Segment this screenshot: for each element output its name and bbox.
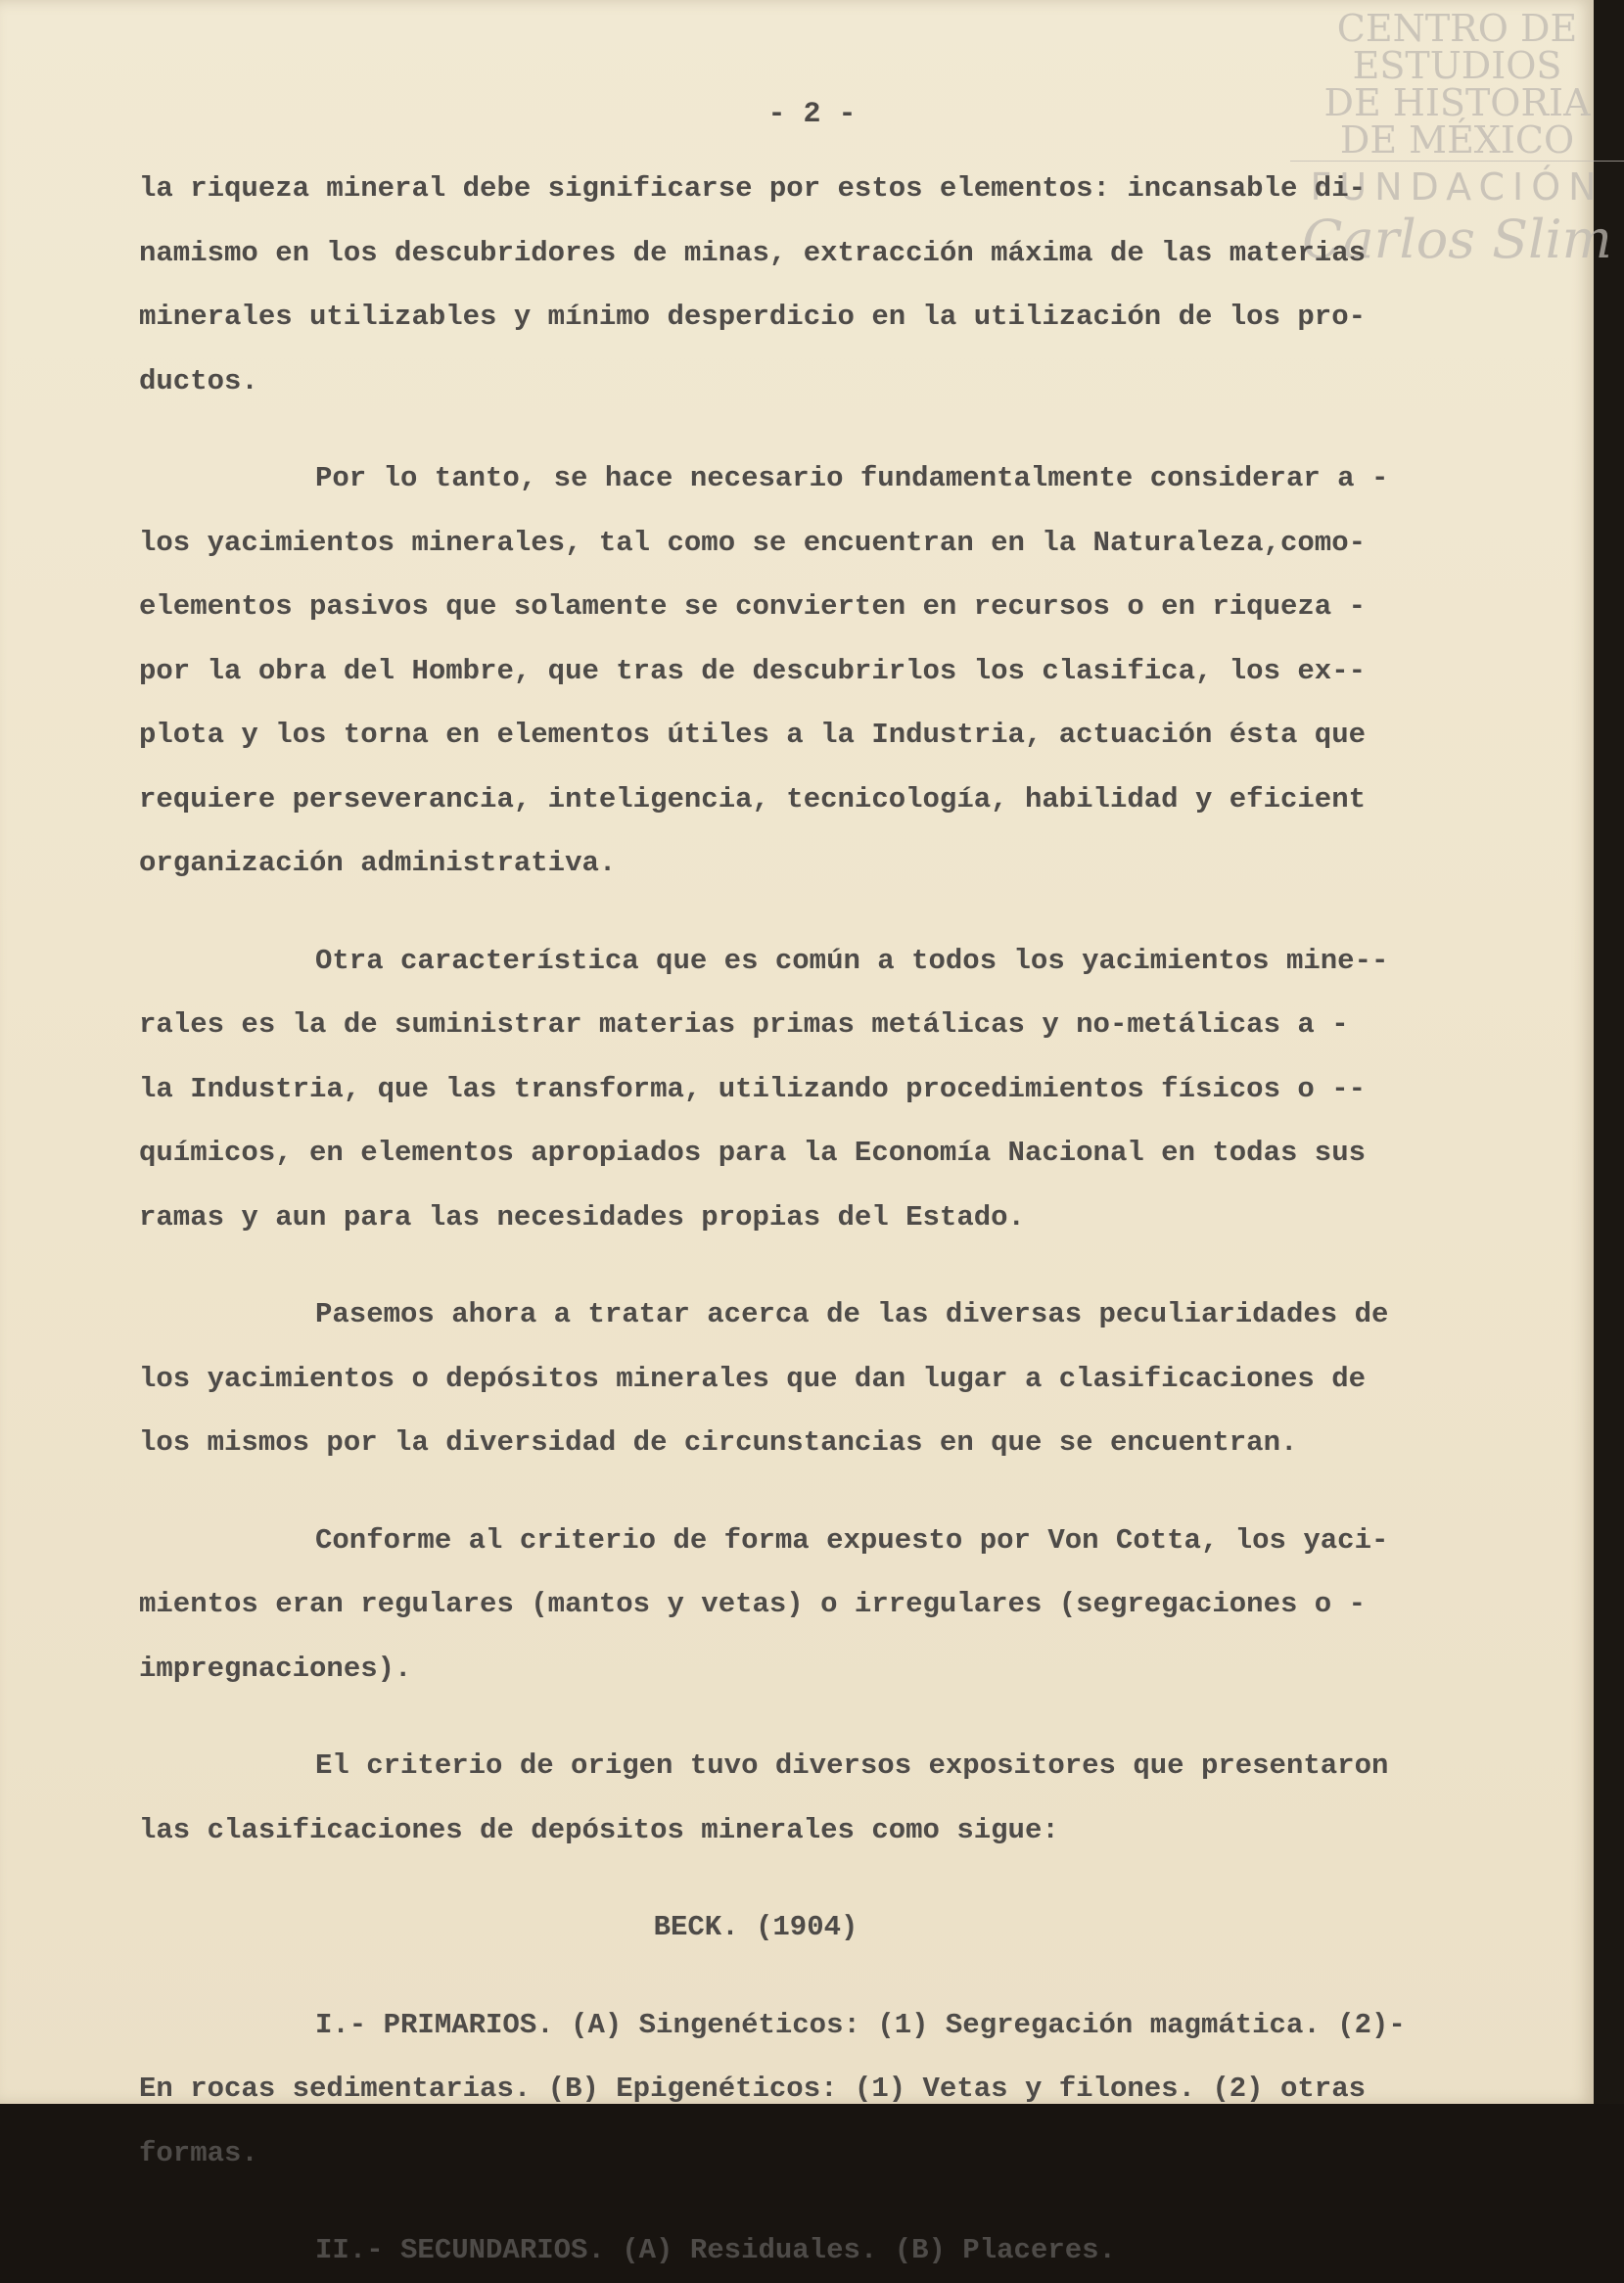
- watermark-line: DE MÉXICO: [1339, 118, 1575, 162]
- text-line: los yacimientos o depósitos minerales que dan lugar a clasificaciones de: [139, 1362, 1367, 1395]
- watermark-foundation: FUNDACIÓN: [1310, 165, 1604, 209]
- document-body: [139, 157, 1529, 2283]
- spacer: [139, 1701, 1529, 1734]
- text-line: minerales utilizables y mínimo desperdicio en la utilización de los pro-: [139, 301, 1367, 333]
- text-line: elementos pasivos que solamente se convierten en recursos o en riqueza -: [139, 590, 1367, 623]
- text-line: I.- PRIMARIOS. (A) Singenéticos: (1) Segregación magmática. (2)-: [315, 2008, 1406, 2041]
- text-line: El criterio de origen tuvo diversos expositores que presentaron: [315, 1749, 1389, 1782]
- text-line: plota y los torna en elementos útiles a la Industria, actuación ésta que: [139, 719, 1367, 751]
- spacer: [139, 1862, 1529, 1895]
- text-line: las clasificaciones de depósitos minerales como sigue:: [139, 1813, 1059, 1846]
- heading-text: BECK. (1904): [653, 1911, 858, 1943]
- text-line: impregnaciones).: [139, 1652, 412, 1685]
- spacer: [139, 1249, 1529, 1282]
- paragraphs: [139, 157, 1529, 1895]
- text-line: organización administrativa.: [139, 847, 617, 879]
- text-line: Otra característica que es común a todos los yacimientos mine--: [315, 944, 1389, 977]
- text-line: Por lo tanto, se hace necesario fundamentalmente considerar a -: [315, 462, 1389, 494]
- watermark-signature: Carlos Slim: [1302, 209, 1612, 270]
- text-line: II.- SECUNDARIOS. (A) Residuales. (B) Placeres.: [315, 2234, 1116, 2266]
- spacer: [139, 1960, 1529, 1993]
- watermark-line: CENTRO DE: [1336, 7, 1578, 50]
- watermark-line: ESTUDIOS: [1352, 44, 1562, 87]
- paragraph: [139, 157, 1529, 413]
- text-line: ductos.: [139, 364, 258, 397]
- text-line: Pasemos ahora a tratar acerca de las diversas peculiaridades de: [315, 1298, 1389, 1330]
- paragraph: [139, 446, 1529, 896]
- paragraph: [139, 1509, 1529, 1701]
- text-line: los yacimientos minerales, tal como se encuentran en la Naturaleza,como-: [139, 526, 1367, 559]
- paragraph: [139, 929, 1529, 1250]
- classification-item: [139, 2218, 1529, 2283]
- spacer: [139, 413, 1529, 446]
- spacer: [139, 896, 1529, 929]
- spacer: [139, 1475, 1529, 1509]
- watermark-line: DE HISTORIA: [1323, 81, 1591, 124]
- text-line: formas.: [139, 2136, 258, 2169]
- text-line: por la obra del Hombre, que tras de descubrirlos los clasifica, los ex--: [139, 654, 1367, 687]
- classification-heading: [139, 1895, 1529, 1960]
- classification-item: [139, 1993, 1529, 2186]
- paragraph: [139, 1282, 1529, 1475]
- page-number: - 2 -: [767, 98, 857, 131]
- text-line: requiere perseverancia, inteligencia, tecnicología, habilidad y eficient: [139, 782, 1367, 815]
- spacer: [139, 2185, 1529, 2218]
- text-line: la Industria, que las transforma, utilizando procedimientos físicos o --: [139, 1072, 1367, 1105]
- text-line: químicos, en elementos apropiados para la Economía Nacional en todas sus: [139, 1137, 1367, 1169]
- text-line: mientos eran regulares (mantos y vetas) o irregulares (segregaciones o -: [139, 1588, 1367, 1620]
- text-line: la riqueza mineral debe significarse por estos elementos: incansable di-: [139, 172, 1367, 205]
- text-line: Conforme al criterio de forma expuesto por Von Cotta, los yaci-: [315, 1523, 1389, 1557]
- paragraph: [139, 1734, 1529, 1862]
- classification-list: [139, 1993, 1529, 2283]
- text-line: namismo en los descubridores de minas, extracción máxima de las materias: [139, 236, 1367, 269]
- text-line: ramas y aun para las necesidades propias del Estado.: [139, 1200, 1025, 1234]
- text-line: los mismos por la diversidad de circunstancias en que se encuentran.: [139, 1426, 1298, 1459]
- text-line: En rocas sedimentarias. (B) Epigenéticos: (1) Vetas y filones. (2) otras: [139, 2073, 1367, 2105]
- text-line: rales es la de suministrar materias primas metálicas y no-metálicas a -: [139, 1008, 1349, 1041]
